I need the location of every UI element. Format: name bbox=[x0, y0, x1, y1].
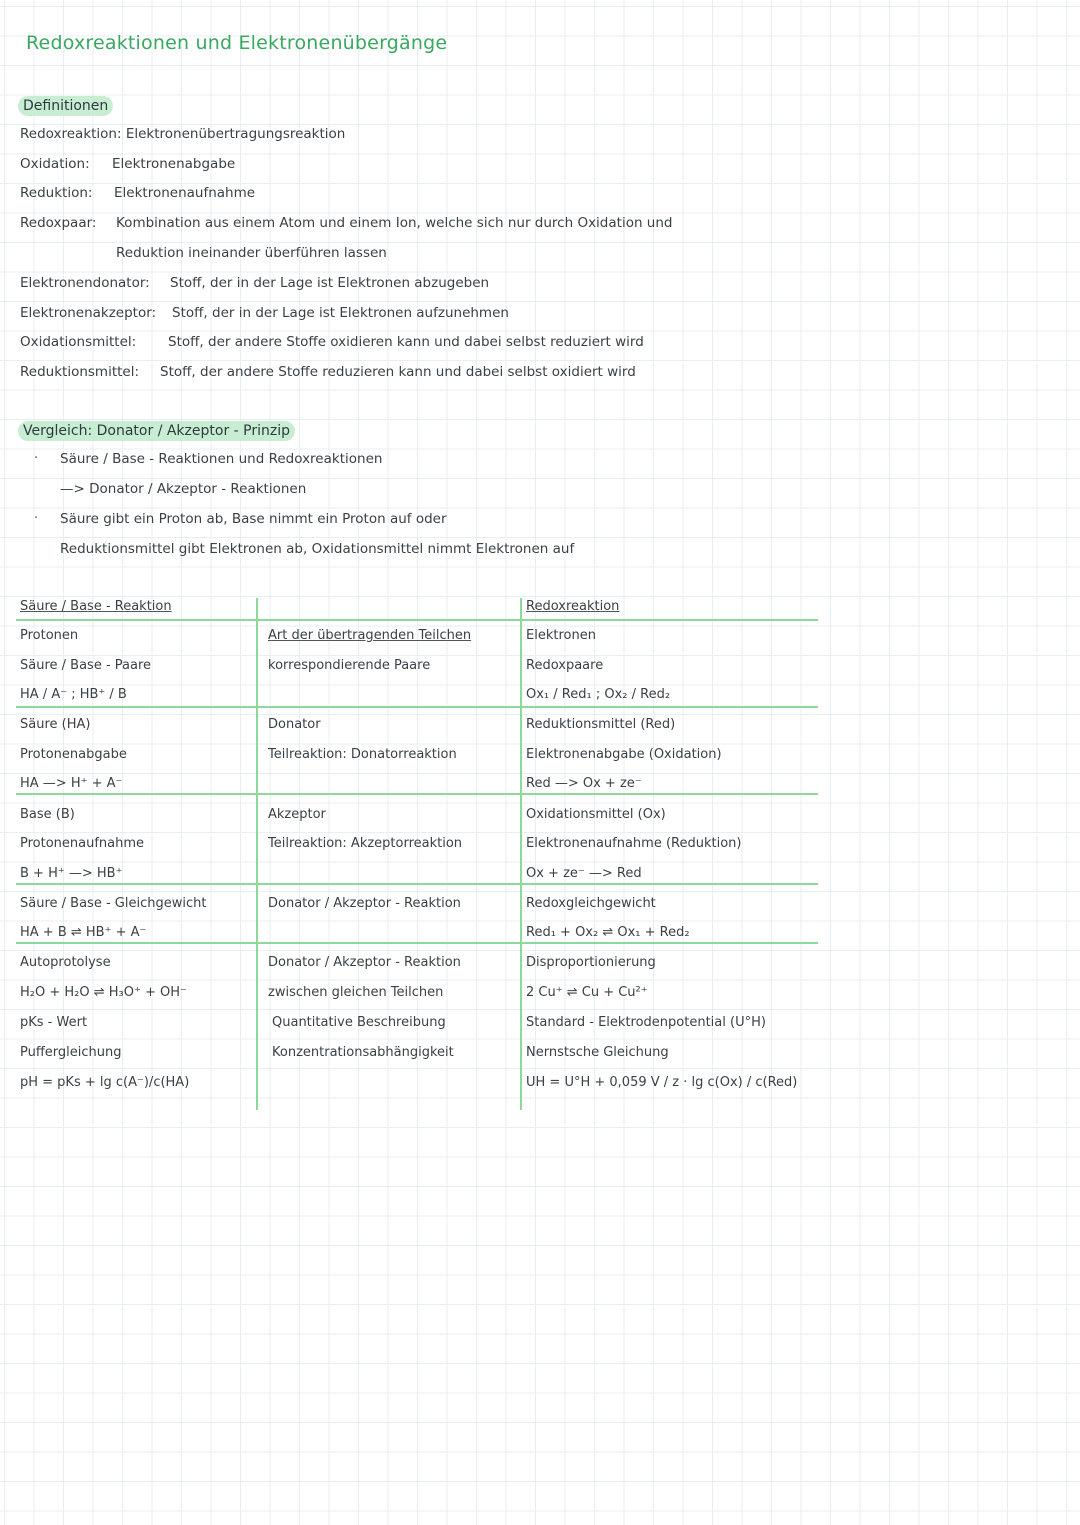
table-cell: Red —> Ox + ze⁻ bbox=[526, 776, 642, 791]
table-cell: Ox₁ / Red₁ ; Ox₂ / Red₂ bbox=[526, 687, 671, 702]
table-cell: pH = pKs + lg c(A⁻)/c(HA) bbox=[20, 1075, 190, 1090]
table-cell: H₂O + H₂O ⇌ H₃O⁺ + OH⁻ bbox=[20, 985, 187, 1000]
comparison-arrow-line: —> Donator / Akzeptor - Reaktionen bbox=[60, 481, 307, 497]
table-cell: Nernstsche Gleichung bbox=[526, 1045, 669, 1060]
table-cell: Donator / Akzeptor - Reaktion bbox=[268, 896, 461, 911]
table-cell: Säure (HA) bbox=[20, 717, 91, 732]
def-elektronenakzeptor: Elektronenakzeptor: Stoff, der in der Lage ist Elektronen aufzunehmen bbox=[20, 305, 509, 321]
table-cell: Redoxgleichgewicht bbox=[526, 896, 656, 911]
table-rule bbox=[16, 706, 818, 708]
table-cell: UH = U°H + 0,059 V / z · lg c(Ox) / c(Red) bbox=[526, 1075, 798, 1090]
table-cell: Konzentrationsabhängigkeit bbox=[272, 1045, 454, 1060]
table-cell: Redoxpaare bbox=[526, 658, 604, 673]
table-cell: Protonen bbox=[20, 628, 79, 643]
comparison-bullet-1: Säure / Base - Reaktionen und Redoxreaktionen bbox=[60, 451, 383, 467]
table-cell: Ox + ze⁻ —> Red bbox=[526, 866, 642, 881]
table-cell: Elektronenaufnahme (Reduktion) bbox=[526, 836, 742, 851]
table-cell: Puffergleichung bbox=[20, 1045, 122, 1060]
table-cell: HA + B ⇌ HB⁺ + A⁻ bbox=[20, 925, 147, 940]
page-title: Redoxreaktionen und Elektronenübergänge bbox=[26, 32, 448, 54]
comparison-heading: Vergleich: Donator / Akzeptor - Prinzip bbox=[18, 421, 295, 441]
comparison-bullet-2a: Säure gibt ein Proton ab, Base nimmt ein Proton auf oder bbox=[60, 511, 447, 527]
table-cell: Säure / Base - Paare bbox=[20, 658, 152, 673]
def-reduktionsmittel: Reduktionsmittel: Stoff, der andere Stoffe reduzieren kann und dabei selbst oxidiert wird bbox=[20, 364, 636, 380]
definitions-heading: Definitionen bbox=[18, 96, 113, 116]
table-cell: korrespondierende Paare bbox=[268, 658, 431, 673]
table-cell: Donator / Akzeptor - Reaktion bbox=[268, 955, 461, 970]
bullet-dot: · bbox=[34, 451, 39, 466]
def-redoxpaar-cont: Reduktion ineinander überführen lassen bbox=[116, 245, 387, 261]
def-reduktion: Reduktion: Elektronenaufnahme bbox=[20, 185, 256, 201]
table-cell: Base (B) bbox=[20, 807, 75, 822]
table-header-acid-base: Säure / Base - Reaktion bbox=[20, 599, 172, 614]
def-oxidation: Oxidation: Elektronenabgabe bbox=[20, 156, 236, 172]
table-cell: Art der übertragenden Teilchen bbox=[268, 628, 472, 643]
table-cell: Oxidationsmittel (Ox) bbox=[526, 807, 666, 822]
table-cell: Akzeptor bbox=[268, 807, 326, 822]
table-cell: Quantitative Beschreibung bbox=[272, 1015, 446, 1030]
table-cell: Teilreaktion: Akzeptorreaktion bbox=[268, 836, 463, 851]
table-rule bbox=[16, 793, 818, 795]
bullet-dot: · bbox=[34, 511, 39, 526]
comparison-bullet-2b: Reduktionsmittel gibt Elektronen ab, Oxidationsmittel nimmt Elektronen auf bbox=[60, 541, 575, 557]
def-elektronendonator: Elektronendonator: Stoff, der in der Lage ist Elektronen abzugeben bbox=[20, 275, 490, 291]
table-cell: Reduktionsmittel (Red) bbox=[526, 717, 676, 732]
table-cell: Protonenaufnahme bbox=[20, 836, 145, 851]
table-cell: 2 Cu⁺ ⇌ Cu + Cu²⁺ bbox=[526, 985, 648, 1000]
table-cell: zwischen gleichen Teilchen bbox=[268, 985, 444, 1000]
def-redoxreaktion: Redoxreaktion: Elektronenübertragungsreaktion bbox=[20, 126, 346, 142]
table-cell: Teilreaktion: Donatorreaktion bbox=[268, 747, 457, 762]
table-cell: Elektronen bbox=[526, 628, 596, 643]
table-rule bbox=[16, 883, 818, 885]
def-oxidationsmittel: Oxidationsmittel: Stoff, der andere Stoffe oxidieren kann und dabei selbst reduziert wird bbox=[20, 334, 644, 350]
table-cell: Protonenabgabe bbox=[20, 747, 127, 762]
table-cell: Disproportionierung bbox=[526, 955, 656, 970]
table-cell: Elektronenabgabe (Oxidation) bbox=[526, 747, 722, 762]
def-redoxpaar: Redoxpaar: Kombination aus einem Atom und einem Ion, welche sich nur durch Oxidation und bbox=[20, 215, 673, 231]
table-cell: B + H⁺ —> HB⁺ bbox=[20, 866, 123, 881]
table-cell: Red₁ + Ox₂ ⇌ Ox₁ + Red₂ bbox=[526, 925, 690, 940]
table-cell: Säure / Base - Gleichgewicht bbox=[20, 896, 207, 911]
table-cell: HA —> H⁺ + A⁻ bbox=[20, 776, 123, 791]
table-cell: HA / A⁻ ; HB⁺ / B bbox=[20, 687, 127, 702]
table-header-redox: Redoxreaktion bbox=[526, 599, 620, 614]
table-cell: Autoprotolyse bbox=[20, 955, 111, 970]
table-divider-left bbox=[256, 598, 258, 1110]
table-divider-right bbox=[520, 598, 522, 1110]
table-cell: Donator bbox=[268, 717, 321, 732]
table-cell: Standard - Elektrodenpotential (U°H) bbox=[526, 1015, 766, 1030]
table-cell: pKs - Wert bbox=[20, 1015, 88, 1030]
